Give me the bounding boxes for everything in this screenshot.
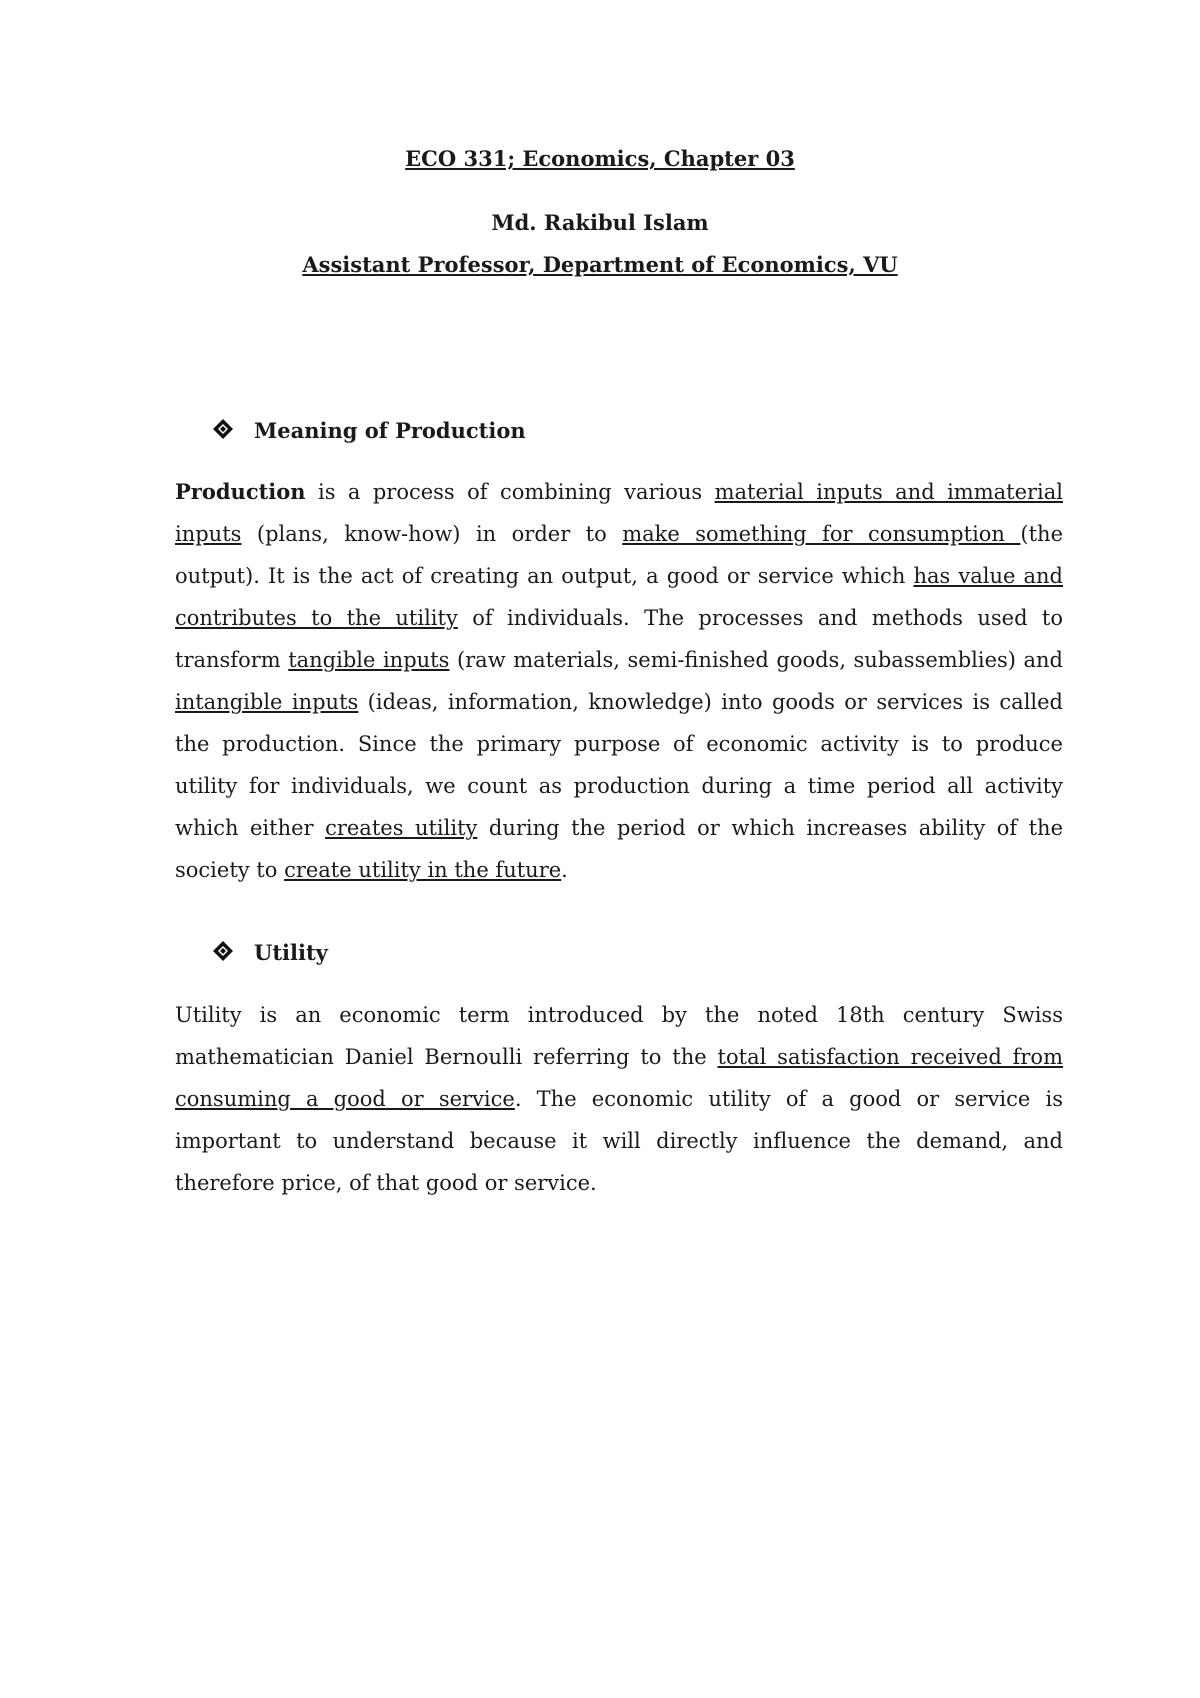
- text-segment: . The economic utility of a good or service is important to understand because it will directly influence the demand, and therefore price, of that good or service.: [175, 1087, 1063, 1195]
- diamond-bullet-icon: [212, 940, 234, 965]
- utility-paragraph: [175, 994, 1063, 1204]
- author-name: Md. Rakibul Islam: [491, 210, 709, 235]
- text-segment: of individuals. The processes and methods used to transform: [175, 606, 1063, 672]
- text-segment: intangible inputs: [175, 690, 359, 714]
- text-segment: during the period or which increases ability of the society to: [175, 816, 1064, 882]
- text-segment: creates utility: [325, 816, 478, 840]
- text-segment: (ideas, information, knowledge) into goods or services is called the production. Since the primary purpose of economic activity is to produce utility for individuals, we count as production during a time period all activity which either: [175, 690, 1064, 840]
- text-segment: is a process of combining various: [305, 480, 715, 504]
- text-segment: .: [561, 858, 568, 882]
- text-segment: (the output). It is the act of creating an output, a good or service which: [175, 522, 1064, 588]
- author-title: Assistant Professor, Department of Economics, VU: [302, 252, 898, 277]
- section-heading-production: [212, 418, 526, 443]
- section-heading-utility: [212, 940, 328, 965]
- production-paragraph: [175, 471, 1063, 891]
- section-heading-label: Meaning of Production: [254, 418, 526, 443]
- text-segment: tangible inputs: [288, 648, 450, 672]
- section-heading-label: Utility: [254, 940, 328, 965]
- text-segment: Production: [175, 479, 306, 504]
- text-segment: Utility is an economic term introduced by the noted 18th century Swiss mathematician Daniel Bernoulli referring to the: [175, 1003, 1063, 1069]
- text-segment: (raw materials, semi-finished goods, subassemblies) and: [449, 648, 1063, 672]
- text-segment: has value and contributes to the utility: [175, 564, 1063, 630]
- course-title: ECO 331; Economics, Chapter 03: [405, 146, 795, 171]
- diamond-bullet-icon: [212, 418, 234, 443]
- text-segment: create utility in the future: [284, 858, 562, 882]
- text-segment: material inputs and immaterial inputs: [175, 480, 1063, 546]
- text-segment: (plans, know-how) in order to: [241, 522, 623, 546]
- text-segment: make something for consumption: [622, 522, 1021, 546]
- text-segment: total satisfaction received from consuming a good or service: [175, 1045, 1063, 1111]
